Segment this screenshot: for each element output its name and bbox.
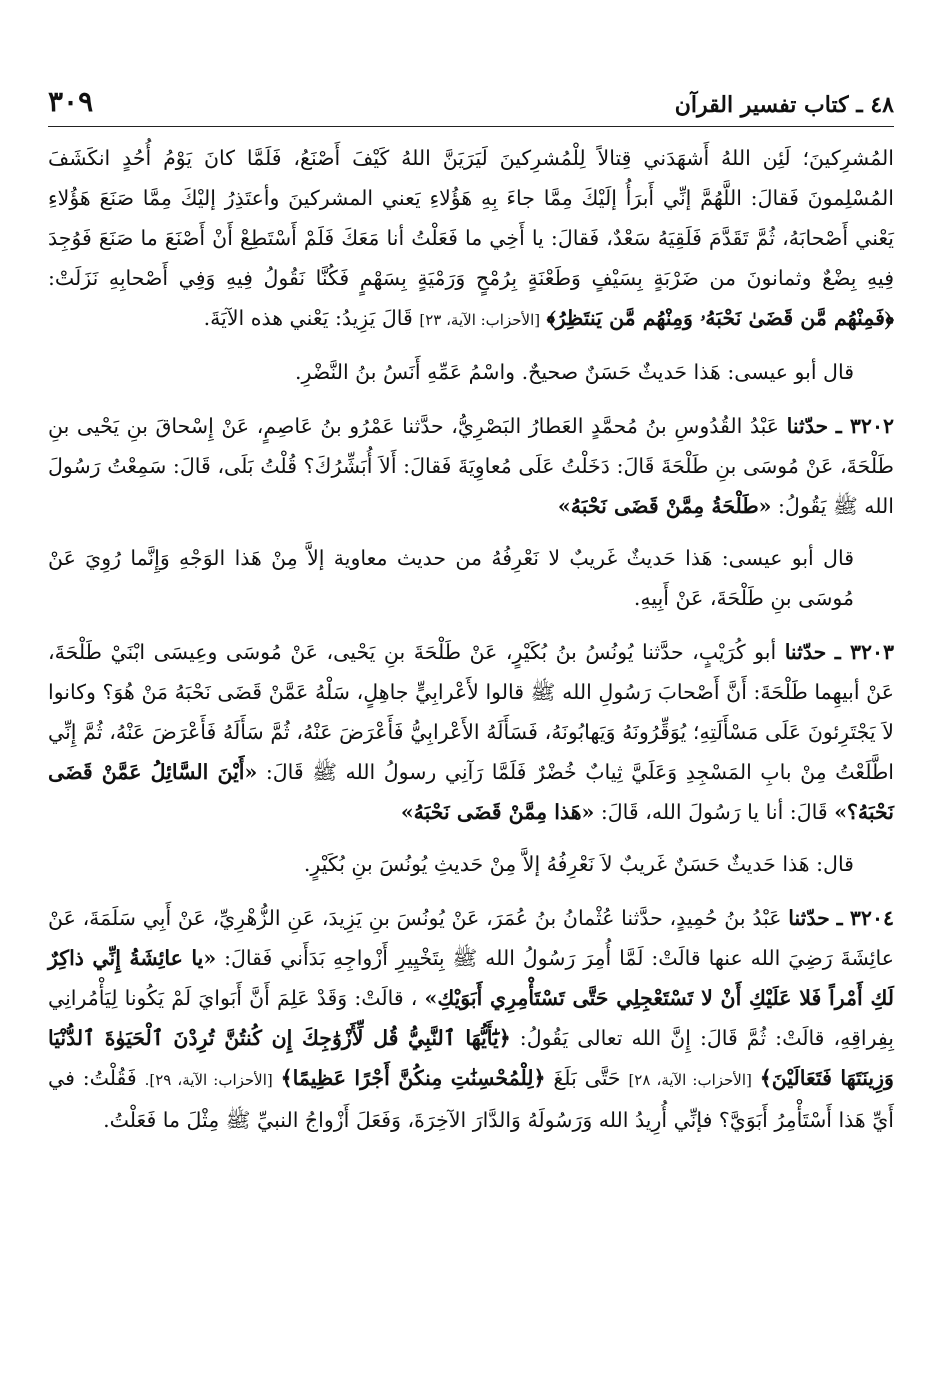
- hadith-opener: حدّثنا: [784, 640, 827, 664]
- hadith-text: أبو كُرَيْبٍ، حدَّثنا يُونُسُ بنُ بُكَيْرٍ، عَنْ طَلْحَةَ بنِ يَحْيى، عَنْ مُوسَى وعِيسَى ابْنَيْ طَلْحَةَ، عَنْ أبيهِما طَلْحَةَ: أَنَّ أَصْحابَ رَسُولِ الله ﷺ قالوا لأَعْرابِيٍّ جاهِلٍ، سَلْهُ عَمَّنْ قَضَى نَحْبَهُ مَنْ هُوَ؟ وكانوا لاَ يَجْتَرِئونَ عَلَى مَسْأَلَتِهِ؛ يُوَقِّرُونَهُ وَيَهابُونَهُ، فَسَأَلَهُ الأَعْرابِيُّ فَأَعْرَضَ عَنْهُ، ثُمَّ سَأَلَهُ فَأَعْرَضَ عَنْهُ، ثُمَّ إِنِّي اطَّلَعْتُ مِنْ بابِ المَسْجِدِ وَعَلَيَّ ثِيابٌ خُضْرٌ فَلَمَّا رَآنِي رسولُ الله ﷺ قَالَ:: [48, 640, 894, 784]
- prophetic-quote: «أَيْنَ السَّائِلُ عَمَّنْ قَضَى نَحْبَهُ؟»: [48, 760, 894, 824]
- continuation-text-end: قَالَ يَزِيدُ: يَعْني هذه الآيَةَ.: [203, 306, 413, 330]
- verse-reference: [الأحزاب: الآية، ٢٨]: [628, 1071, 752, 1089]
- prophetic-quote: «طَلْحَةُ مِمَّنْ قَضَى نَحْبَهُ»: [557, 494, 772, 518]
- hadith-text: ، قالَتْ: وَقَدْ عَلِمَ أَنَّ أَبَوايَ لَمْ يَكُونا لِيَأْمُرانِي بِفِراقِهِ، قالَتْ: ثُمَّ قَالَ: إِنَّ الله تعالى يَقُولُ:: [48, 986, 894, 1050]
- page-number: ٣٠٩: [48, 85, 94, 118]
- continuation-text: المُشرِكينَ؛ لَئِن اللهُ أَشهَدَني قِتالاً لِلْمُشرِكينَ لَيَرَيَنَّ اللهُ كَيْفَ أَصْنَعُ، فَلَمَّا كانَ يَوْمُ أُحُدٍ انكَشَفَ المُسْلِمونَ فَقالَ: اللَّهُمَّ إنِّي أَبرَأُ إلَيْكَ مِمَّا جاءَ بِهِ هَؤُلاءِ يَعني المشركينَ وأعتَذِرُ إليْكَ مِمَّا صَنَعَ هَؤُلاءِ يَعْني أَصْحابَهُ، ثُمَّ تَقَدَّمَ فَلَقِيَهُ سَعْدٌ، فَقالَ: يا أَخِي ما فَعَلْتُ أنا مَعَكَ فَلَمْ أَسْتَطِعْ أَنْ أَصْنَعَ ما صَنَعَ فَوُجِدَ فِيهِ بِضْعٌ وثمانونَ من ضَرْبَةٍ بِسَيْفٍ وَطَعْنَةٍ بِرُمْحٍ وَرَمْيَةٍ بِسَهْمٍ فَكُنَّا نَقُولُ فِيهِ وَفِي أَصْحابِهِ نَزَلَتْ:: [48, 146, 894, 290]
- page-header: [48, 78, 894, 118]
- hadith-text: فَقُلْتُ: في أَيِّ هَذا أَسْتَأْمِرُ أَبَوَيَّ؟ فإنِّي أُرِيدُ الله وَرَسُولَهُ وَالدَّارَ الآخِرَةَ، وَفَعَلَ أَزْواجُ النبيِّ ﷺ مِثْلَ ما فَعَلْتُ.: [48, 1066, 894, 1132]
- prophetic-quote: «هَذا مِمَّنْ قَضَى نَحْبَهُ»: [400, 800, 595, 824]
- quran-verse: ﴿لِلْمُحْسِنَٰتِ مِنكُنَّ أَجْرًا عَظِيمًا﴾: [280, 1066, 546, 1090]
- quran-verse: ﴿يَٰٓأَيُّهَا ٱلنَّبِيُّ قُل لِّأَزْوَٰجِكَ إِن كُنتُنَّ تُرِدْنَ ٱلْحَيَوٰةَ ٱلدُّنْيَا وَزِينَتَهَا فَتَعَالَيْنَ﴾: [48, 1026, 894, 1090]
- hadith-text: حَتَّى بَلَغَ: [553, 1066, 621, 1090]
- commentary-note: قال أبو عيسى: هَذا حَديثٌ حَسَنٌ صحيحٌ. واسْمُ عَمِّهِ أَنَسُ بنُ النَّضْرِ.: [294, 360, 854, 384]
- running-title: ٤٨ ـ كتاب تفسير القرآن: [674, 92, 894, 118]
- hadith-3204: [48, 898, 894, 1140]
- verse-reference: [الأحزاب: الآية، ٢٣]: [419, 311, 541, 329]
- hadith-opener: حدّثنا: [788, 906, 830, 930]
- commentary-note: قال أبو عيسى: هَذا حَديثٌ غَريبٌ لا نَعْرِفُهُ من حديث معاوية إلاَّ مِنْ هَذا الوَجْهِ وَإِنَّما رُوِيَ عَنْ مُوسَى بنِ طَلْحَةَ، عَنْ أَبِيهِ.: [48, 546, 854, 610]
- quran-verse: ﴿فَمِنْهُم مَّن قَضَىٰ نَحْبَهُۥ وَمِنْهُم مَّن يَنتَظِرُ﴾: [546, 306, 894, 330]
- header-rule: [48, 126, 894, 127]
- verse-reference: [الأحزاب: الآية، ٢٩].: [144, 1071, 273, 1089]
- hadith-text: قَالَ: أنا يا رَسُولَ الله، قَالَ:: [600, 800, 828, 824]
- hadith-3203: [48, 632, 894, 832]
- hadith-opener: حدّثنا: [786, 414, 829, 438]
- hadith-number: ٣٢٠٣ ـ: [834, 640, 894, 664]
- hadith-3202: [48, 406, 894, 526]
- page-body: [48, 138, 894, 1140]
- commentary-note: قال: هَذا حَديثٌ حَسَنٌ غَريبٌ لاَ نَعْرِفُهُ إلاَّ مِنْ حَديثِ يُونُسَ بنِ بُكَيْرٍ.: [303, 852, 854, 876]
- hadith-text: عَبْدُ بنُ حُمِيدٍ، حدَّثنا عُثْمانُ بنُ عُمَرَ، عَنْ يُونُسَ بنِ يَزِيدَ، عَنِ الزُّهْرِيِّ، عَنْ أَبِي سَلَمَةَ، عَنْ عائِشَةَ رَضِيَ الله عنها قالَتْ: لَمَّا أُمِرَ رَسُولُ الله ﷺ بِتَخْيِيرِ أَزْواجِهِ بَدَأَني فَقالَ:: [48, 906, 894, 970]
- hadith-number: ٣٢٠٤ ـ: [836, 906, 894, 930]
- prophetic-quote: «يا عائِشَةُ إِنِّي ذاكِرٌ لَكِ أَمْراً فَلا عَلَيْكِ أَنْ لا تَسْتَعْجِلِي حَتَّى تَسْتَأْمِرِي أَبَوَيْكِ»: [48, 946, 894, 1010]
- continuation-paragraph: [48, 138, 894, 340]
- hadith-text: عَبْدُ القُدُوسِ بنُ مُحمَّدٍ العَطارُ البَصْرِيُّ، حدَّثنا عَمْرُو بنُ عَاصِمٍ، عَنْ إِسْحاقَ بنِ يَحْيى بنِ طَلْحَةَ، عَنْ مُوسَى بنِ طَلْحَةَ قَالَ: دَخَلْتُ عَلَى مُعاوِيَةَ فَقالَ: أَلاَ أُبَشِّرُكَ؟ قُلْتُ بَلَى، قَالَ: سَمِعْتُ رَسُولَ الله ﷺ يَقُولُ:: [48, 414, 894, 518]
- hadith-number: ٣٢٠٢ ـ: [835, 414, 894, 438]
